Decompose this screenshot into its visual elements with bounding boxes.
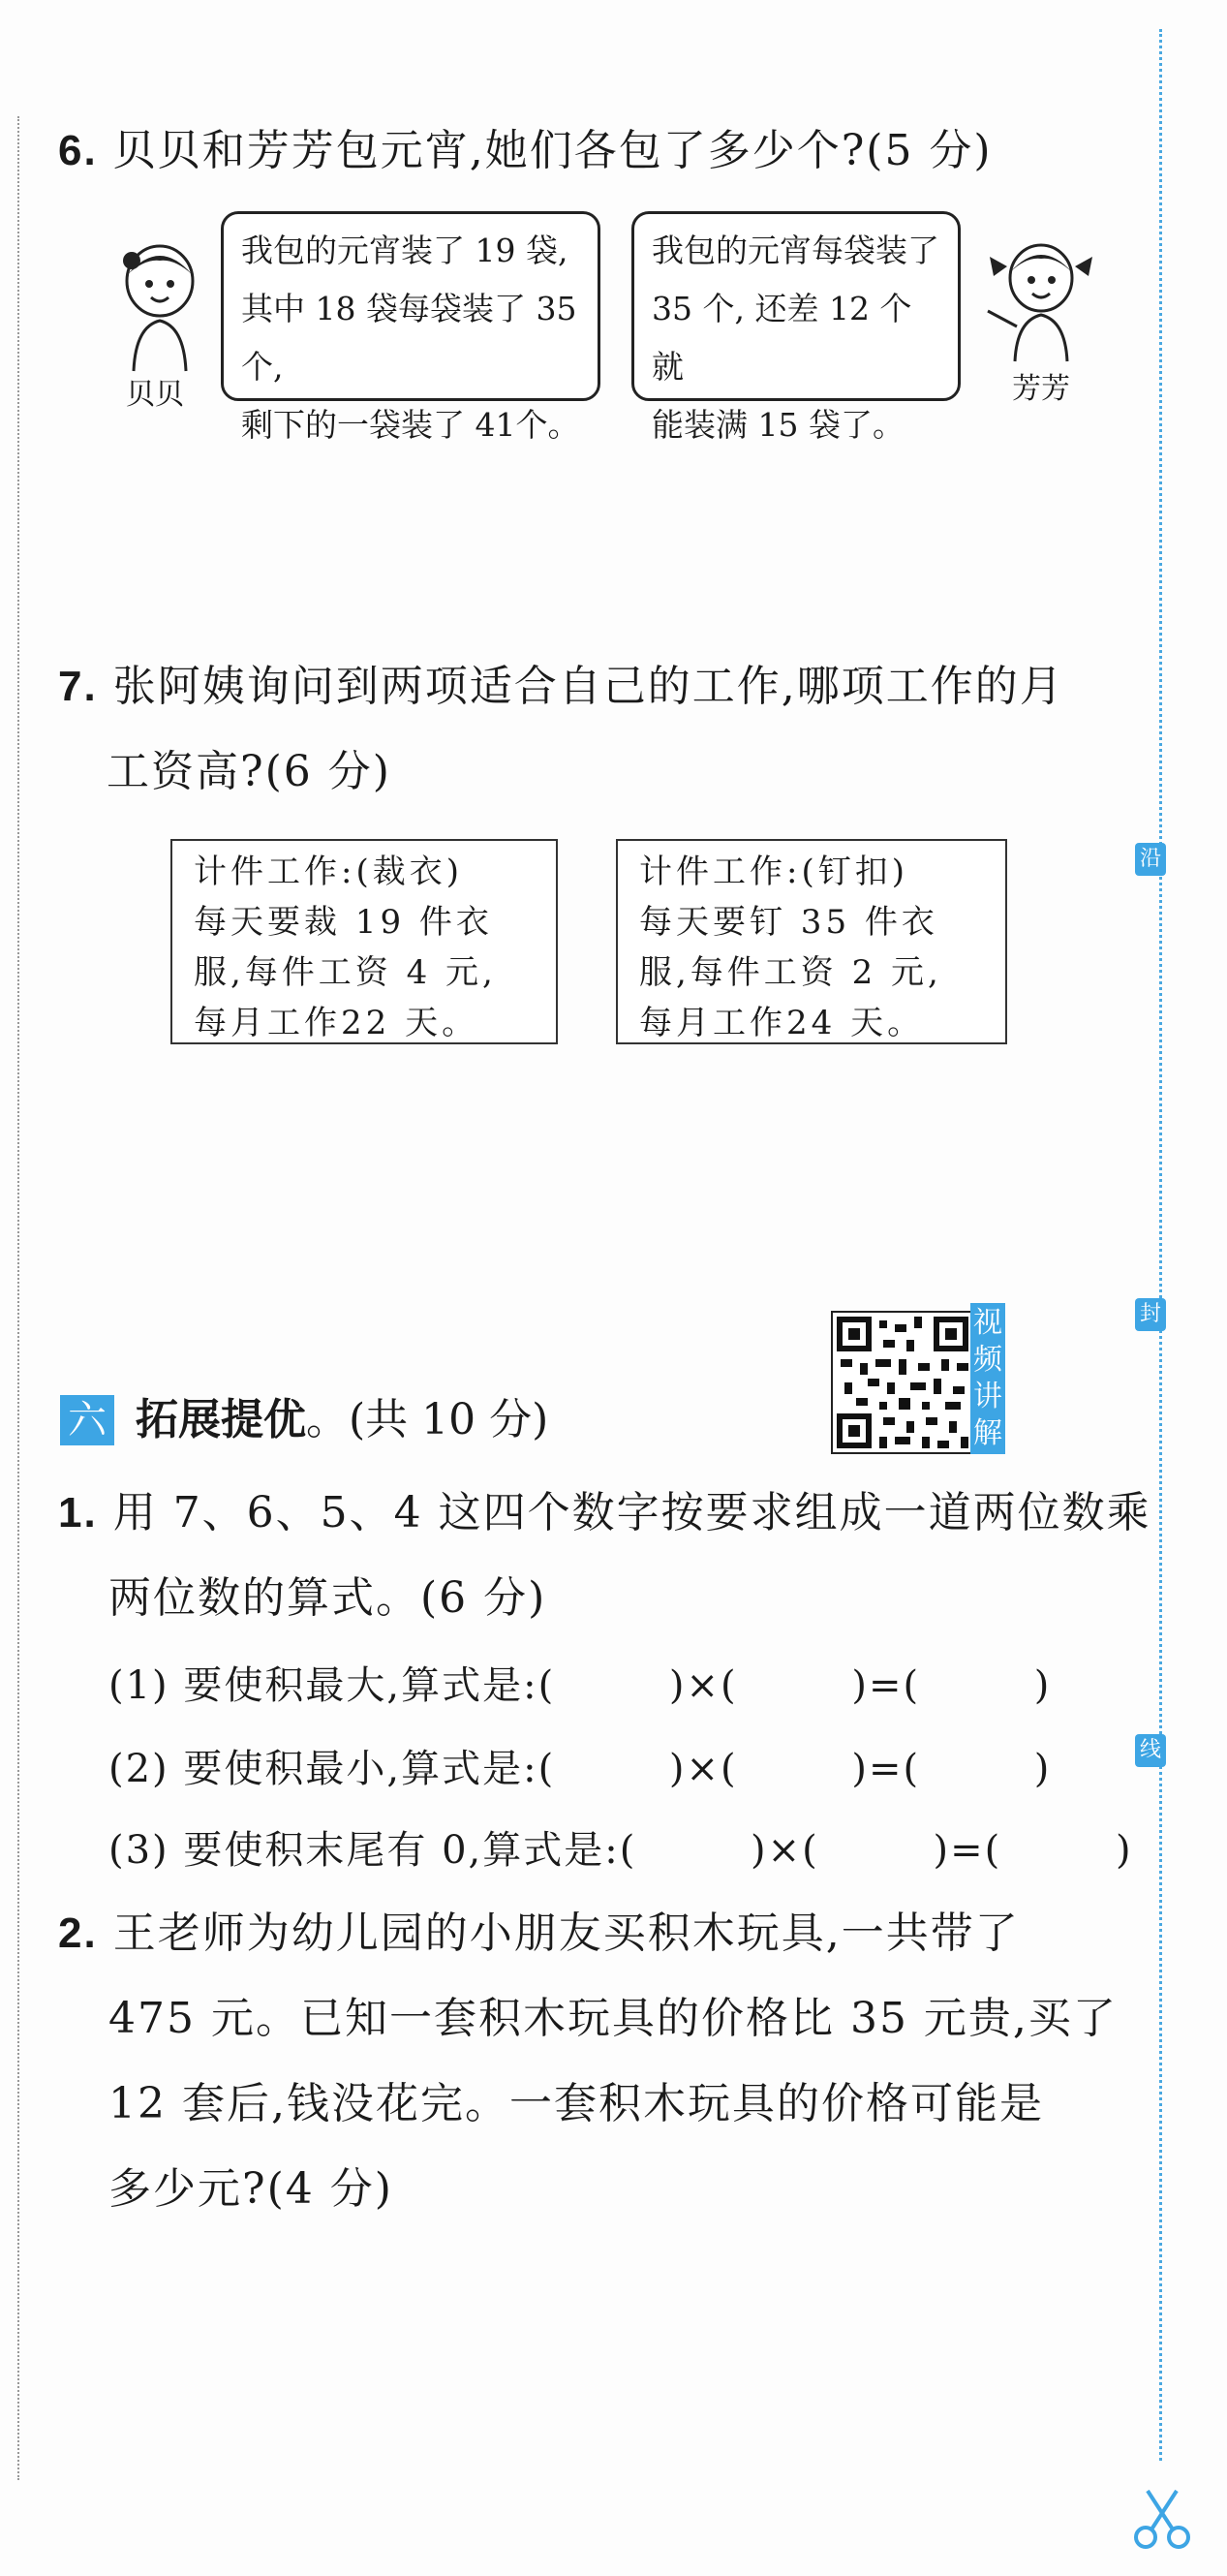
beibei-line-2: 其中 18 袋每袋装了 35 个, (241, 290, 577, 386)
beibei-line-3: 剩下的一袋装了 41个。 (241, 406, 580, 444)
fangfang-line-2: 35 个, 还差 12 个就 (652, 290, 912, 386)
qr-label-2: 频 (973, 1343, 1002, 1377)
job-box-cutting (170, 839, 558, 1044)
s1-item-3: (3) 要使积末尾有 0,算式是:( )×( )=( ) (108, 1828, 1133, 1873)
job-box-buttons (616, 839, 1007, 1044)
job2-line-4: 每月工作24 天。 (639, 1004, 925, 1042)
margin-tab-3: 线 (1135, 1734, 1166, 1767)
s2-text-1: 王老师为幼儿园的小朋友买积木玩具,一共带了 (112, 1909, 1020, 1958)
fangfang-speech-bubble (631, 211, 961, 444)
job1-line-4: 每月工作22 天。 (194, 1004, 479, 1042)
q7-line-1 (58, 644, 1064, 729)
job2-line-2: 每天要钉 35 件衣 (639, 903, 938, 942)
fangfang-figure (978, 237, 1104, 367)
q6-text: 贝贝和芳芳包元宵,她们各包了多少个?(5 分) (112, 126, 993, 175)
beibei-name: 贝贝 (126, 378, 184, 412)
section-title (136, 1387, 548, 1453)
qr-code[interactable] (831, 1311, 974, 1454)
scissors-icon (1128, 2485, 1196, 2557)
section-badge: 六 (60, 1395, 114, 1445)
s1-item-2: (2) 要使积最小,算式是:( )×( )=( ) (108, 1747, 1052, 1791)
s2-line-1 (58, 1891, 1020, 1976)
q6-number: 6. (58, 127, 98, 174)
s1-number: 1. (58, 1489, 98, 1536)
beibei-figure (107, 237, 213, 377)
job1-line-3: 服,每件工资 4 元, (194, 953, 497, 992)
q6-heading (58, 109, 993, 194)
job1-line-1: 计件工作:(裁衣) (194, 853, 463, 891)
fangfang-line-1: 我包的元宵每袋装了 (652, 232, 939, 269)
s1-item-1: (1) 要使积最大,算式是:( )×( )=( ) (108, 1663, 1052, 1708)
fangfang-line-3: 能装满 15 袋了。 (652, 406, 905, 444)
job2-line-1: 计件工作:(钉扣) (639, 853, 908, 891)
fangfang-name: 芳芳 (1012, 372, 1070, 406)
qr-label (970, 1303, 1005, 1454)
q7-line-2: 工资高?(6 分) (107, 747, 391, 796)
margin-tab-2: 封 (1135, 1298, 1166, 1331)
s1-text-1: 用 7、6、5、4 这四个数字按要求组成一道两位数乘 (112, 1488, 1151, 1537)
s2-line-4: 多少元?(4 分) (108, 2164, 393, 2214)
q7-number: 7. (58, 663, 98, 710)
left-margin-line (17, 116, 19, 2480)
cut-line (1159, 29, 1162, 2461)
s2-number: 2. (58, 1909, 98, 1957)
s2-line-2: 475 元。已知一套积木玩具的价格比 35 元贵,买了 (108, 1994, 1118, 2043)
job2-line-3: 服,每件工资 2 元, (639, 953, 942, 992)
section-title-text: 拓展提优 (136, 1395, 306, 1444)
margin-tab-1: 沿 (1135, 843, 1166, 876)
beibei-line-1: 我包的元宵装了 19 袋, (241, 232, 568, 269)
beibei-speech-bubble (221, 211, 600, 444)
qr-label-3: 讲 (973, 1380, 1002, 1413)
qr-label-1: 视 (973, 1306, 1002, 1340)
job1-line-2: 每天要裁 19 件衣 (194, 903, 493, 942)
q7-text-1: 张阿姨询问到两项适合自己的工作,哪项工作的月 (112, 662, 1064, 711)
s1-line-2: 两位数的算式。(6 分) (108, 1573, 547, 1623)
s2-line-3: 12 套后,钱没花完。一套积木玩具的价格可能是 (108, 2079, 1044, 2128)
s1-line-1 (58, 1471, 1151, 1556)
section-score: 。(共 10 分) (306, 1395, 549, 1444)
qr-label-4: 解 (973, 1416, 1002, 1450)
